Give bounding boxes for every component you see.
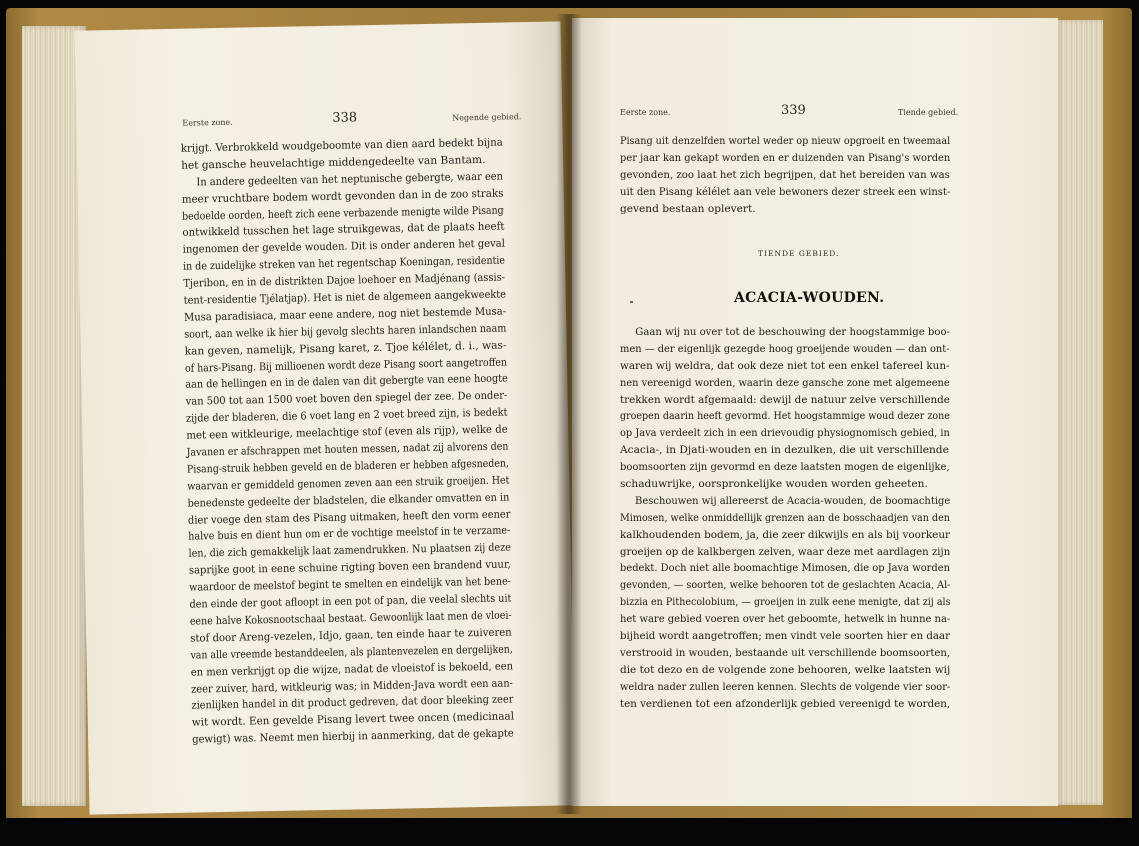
text-line: in de zuidelijke streken van het regentschap Koeningan, residentie — [182, 254, 506, 273]
right-page-continuation — [620, 133, 950, 217]
text-line: Tjeribon, en in de distrikten Dajoe loehoer en Madjénang (assis- — [183, 271, 506, 290]
text-line: Javanen er afschrappen met houten messen, nadat zij alvorens den — [186, 440, 509, 459]
text-line: op Java verdeelt zich in een drievoudig physiognomisch gebied, in — [620, 427, 950, 440]
text-line: schaduwrijke, oorspronkelijke wouden worden geheeten. — [620, 478, 928, 491]
book-gutter — [556, 14, 582, 814]
text-line: het gansche heuvelachtige middengedeelte van Bantam. — [181, 153, 486, 172]
running-head-left: Eerste zone. — [182, 117, 233, 128]
text-line: en men verkrijgt op die wijze, nadat de vloeistof is bekoeld, een — [190, 660, 514, 679]
text-line: per jaar kan gekapt worden en er duizenden van Pisang's worden — [620, 151, 951, 164]
text-line: aan de hellingen en in de dalen van dit gebergte van eene hoogte — [185, 372, 508, 392]
text-line: Pisang-struik hebben geveld en de bladeren er hebben afgesneden, — [186, 457, 509, 476]
text-line: ten verdienen tot een afzonderlijk gebied vereenigd te worden, — [620, 697, 951, 710]
text-line: halve buis en dient hun om er de vochtige meelstof in te verzame- — [188, 524, 511, 544]
text-line: kalkhoudenden bodem, ja, die zeer dikwijls en als bij voorkeur — [620, 528, 951, 541]
text-line: meer vruchtbare bodem wordt gevonden dan in de zoo straks — [181, 187, 504, 206]
text-line: of hars-Pisang. Bij millioenen wordt deze Pisang soort aangetroffen — [184, 356, 508, 375]
page-number: 338 — [332, 110, 358, 126]
text-line: stof door Areng-vezelen, Idjo, gaan, ten einde haar te zuiveren — [190, 626, 512, 645]
text-line: bijheid wordt aangetroffen; men vindt vele soorten hier en daar — [620, 630, 950, 643]
background-strip — [0, 818, 1139, 846]
text-line: ingenomen der gevelde wouden. Dit is onder anderen het geval — [182, 237, 505, 257]
text-line: trekken wordt afgemaald: dewijl de natuur zelve verschillende — [620, 393, 950, 406]
right-page — [572, 18, 1058, 806]
text-line: uit den Pisang kélélet aan vele bewoners dezer streek een winst- — [620, 185, 951, 198]
text-line: tent-residentie Tjélatjap). Het is niet de algemeen aangekweekte — [183, 288, 507, 307]
left-page — [75, 21, 576, 814]
running-head-right: Negende gebied. — [452, 112, 522, 123]
text-line: zijde der bladeren, die 6 voet lang en 2 voet breed zijn, is bedekt — [185, 406, 508, 425]
ink-mark — [630, 301, 633, 303]
text-line: Mimosen, welke onmiddellijk grenzen aan de bosschaadjen van den — [620, 511, 950, 524]
running-head-left: Eerste zone. — [620, 108, 671, 117]
page-number: 339 — [781, 103, 806, 118]
text-line: gewigt) was. Neemt men hierbij in aanmerking, dat de gekapte — [192, 727, 514, 746]
text-line: wit wordt. Een gevelde Pisang levert twee oncen (medicinaal — [191, 710, 515, 729]
text-line: bedekt. Doch niet alle boomachtige Mimosen, die op Java worden — [620, 562, 950, 575]
left-page-text — [181, 135, 515, 749]
section-title: ACACIA-WOUDEN. — [734, 290, 885, 306]
text-line: het ware gebied voeren over het geboomte, hetwelk in hunne na- — [620, 613, 951, 626]
text-line: Beschouwen wij allereerst de Acacia-wouden, de boomachtige — [635, 494, 951, 507]
text-line: groepen daarin heeft gevormd. Het hoogstammige woud dezer zone — [620, 410, 950, 423]
text-line: bedoelde oorden, heeft zich eene verbazende menigte wilde Pisang — [181, 204, 504, 223]
text-line: eene halve Kokosnootschaal bestaat. Gewoonlijk laat men de vloei- — [189, 609, 512, 628]
text-line: weldra nader zullen leeren kennen. Slechts de volgende vier soor- — [620, 680, 951, 693]
text-line: saprijke goot in eene schuine rigting boven een brandend vuur, — [188, 558, 511, 577]
text-line: waarvan er gemiddeld genomen zeven aan een struik groeijen. Het — [187, 474, 510, 493]
running-head-right: Tiende gebied. — [898, 108, 959, 117]
text-line: zienlijken handel in dit product gedreven, dat door bleeking zeer — [191, 693, 514, 713]
text-line: Pisang uit denzelfden wortel weder op nieuw opgroeit en tweemaal — [620, 135, 951, 147]
text-line: van alle vreemde bestanddeelen, als plantenvezelen en dergelijken, — [190, 643, 513, 662]
text-line: soort, aan welke ik hier bij gevolg slechts haren inlandschen naam — [184, 322, 507, 341]
text-line: bizzia en Pithecolobium, — groeijen in zulk eene menigte, dat zij als — [620, 596, 951, 609]
right-page-text — [620, 324, 950, 712]
text-line: men — der eigenlijk gezegde hoog groeijende wouden — dan ont- — [620, 342, 950, 355]
text-line: dier voege den stam des Pisang uitmaken, heeft den vorm eener — [187, 508, 511, 527]
text-line: van 500 tot aan 1500 voet boven den spiegel der zee. De onder- — [185, 389, 508, 409]
text-line: gevonden, — soorten, welke behooren tot de geslachten Acacia, Al- — [620, 579, 951, 592]
text-line: die tot dezo en de volgende zone behooren, welke laatsten wij — [620, 663, 951, 676]
text-line: Gaan wij nu over tot de beschouwing der hoogstammige boo- — [635, 326, 950, 338]
text-line: ontwikkeld tusschen het lage struikgewas, dat de plaats heeft — [182, 220, 505, 240]
text-line: benedenste gedeelte der bladstelen, die elkander omvatten en in — [187, 491, 510, 510]
text-line: gevonden, zoo laat het zich begrijpen, dat het bereiden van was — [620, 168, 950, 181]
text-line: met een witkleurige, meelachtige stof (even als rijp), welke de — [186, 423, 508, 442]
text-line: Musa paradisiaca, maar eene andere, nog niet bestemde Musa- — [183, 305, 507, 324]
text-line: boomsoorten zijn gevormd en deze laatsten mogen de eigenlijke, — [620, 461, 950, 474]
page-edges-right — [1055, 20, 1103, 805]
text-line: In andere gedeelten van het neptunische gebergte, waar een — [196, 170, 504, 189]
text-line: len, die zich gemakkelijk laat zamendrukken. Nu plaatsen zij deze — [188, 541, 512, 561]
text-line: kan geven, namelijk, Pisang karet, z. Tjoe kélélet, d. i., was- — [184, 339, 507, 358]
section-label: TIENDE GEBIED. — [758, 249, 840, 258]
text-line: zeer zuiver, hard, witkleurig was; in Midden-Java wordt een aan- — [191, 676, 514, 696]
text-line: waren wij weldra, dat ook deze niet tot een enkel tafereel kun- — [620, 359, 950, 372]
text-line: krijgt. Verbrokkeld woudgeboomte van dien aard bedekt bijna — [180, 136, 503, 155]
text-line: groeijen op de kalkbergen zelven, waar deze met aardlagen zijn — [620, 545, 951, 558]
text-line: den einde der goot afloopt in een pot of pan, die veelal slechts uit — [189, 592, 512, 611]
text-line: Acacia-, in Djati-wouden en in dezulken, die uit verschillende — [620, 444, 949, 457]
text-line: gevend bestaan oplevert. — [620, 202, 756, 215]
text-line: waardoor de meelstof begint te smelten en eindelijk van het bene- — [189, 575, 512, 594]
text-line: nen vereenigd worden, waarin deze gansche zone met algemeene — [620, 376, 950, 389]
text-line: verstrooid in wouden, bestaande uit verschillende boomsoorten, — [620, 646, 951, 659]
